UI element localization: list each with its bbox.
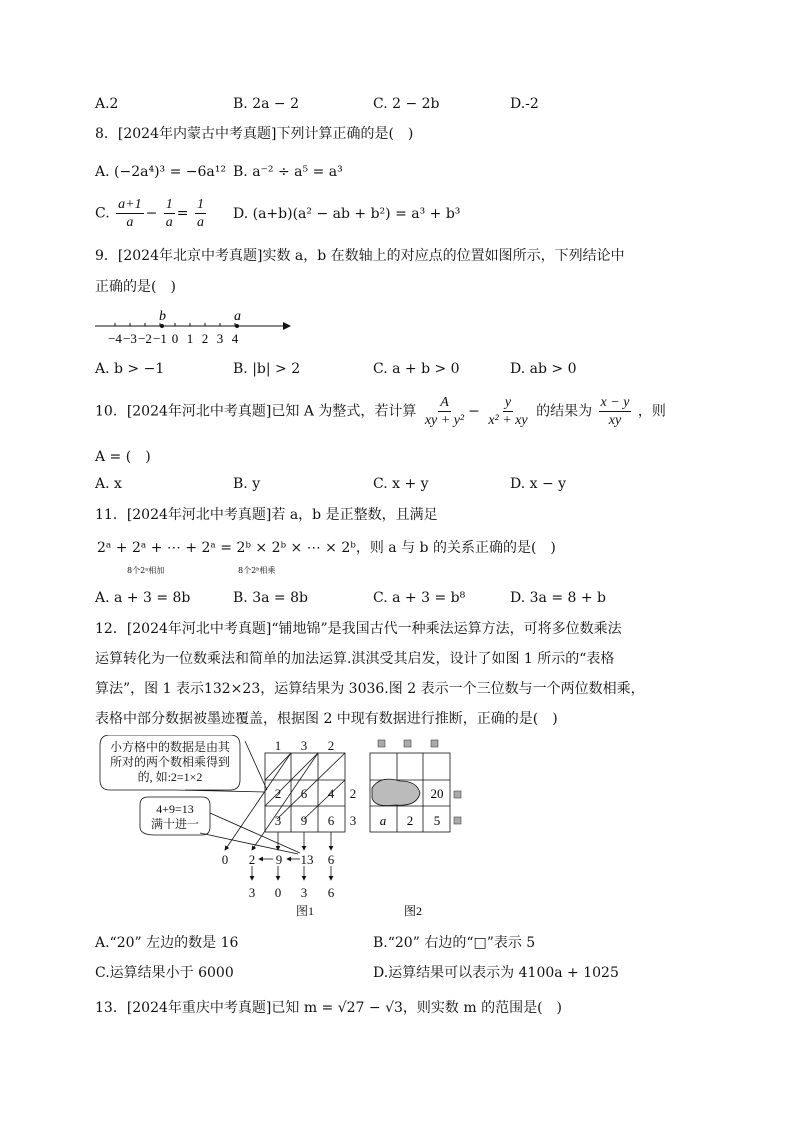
q12-figures <box>95 735 475 920</box>
fig1-sum: 13 <box>300 852 314 867</box>
q9-option-b: B. |b| > 2 <box>233 361 301 377</box>
q9-stem-line1: 9．[2024年北京中考真题]实数 a，b 在数轴上的对应点的位置如图所示，下列结论中 <box>95 248 625 264</box>
fig2-cell: 5 <box>433 813 441 828</box>
q10-stem: 10．[2024年河北中考真题]已知 A 为整式，若计算 $\frac{A}{\text{xy + y²}}$ − $\frac{y}{\text{x² + xy}}$ 的结果为 $\frac{x - y}{xy}$ ，则 <box>95 395 666 428</box>
point-a-label: a <box>234 309 241 324</box>
tick-label: 4 <box>231 331 239 346</box>
q10-stem-mid: 的结果为 <box>536 403 593 420</box>
number-line <box>95 305 300 347</box>
fig1-callout-text: 4+9=13 <box>156 802 194 816</box>
point-b-label: b <box>159 309 166 324</box>
fig1-result-digit: 6 <box>327 885 335 900</box>
fig1-sum: 2 <box>248 852 256 867</box>
denominator: a <box>165 215 173 230</box>
q7-option-b: B. 2a − 2 <box>233 96 299 112</box>
point-b <box>160 324 164 328</box>
q10-stem-post: ，则 <box>637 403 666 420</box>
q8-option-d: D. (a+b)(a² − ab + b²) = a³ + b³ <box>233 206 461 222</box>
q10-option-d: D. x − y <box>510 476 567 492</box>
q7-option-c: C. 2 − 2b <box>373 96 440 112</box>
q12-option-b: B.“20” 右边的“□”表示 5 <box>373 935 536 951</box>
fraction <box>423 394 466 429</box>
fig1-top-digit: 3 <box>300 738 308 753</box>
fig2-caption: 图2 <box>403 904 423 918</box>
fig1-right-digit: 2 <box>349 786 357 801</box>
fig2-cell-a: a <box>379 813 387 828</box>
numerator: A <box>440 395 449 410</box>
denominator: xy + y² <box>424 413 465 428</box>
fraction <box>195 196 206 231</box>
q8-option-a: A. (−2a⁴)³ = −6a¹² <box>95 164 226 180</box>
fig1-sum: 6 <box>327 852 335 867</box>
tick-label: 1 <box>186 331 194 346</box>
tick-label: −3 <box>123 331 137 346</box>
q9-option-c: C. a + b > 0 <box>373 361 460 377</box>
q10-option-c: C. x + y <box>373 476 429 492</box>
q11-formula <box>97 539 556 557</box>
fig1-cell: 4 <box>327 786 335 801</box>
fig1-sum: 0 <box>221 852 229 867</box>
denominator: a <box>196 215 204 230</box>
q12-option-a: A.“20” 左边的数是 16 <box>95 935 239 951</box>
q12-line2: 运算转化为一位数乘法和简单的加法运算.淇淇受其启发，设计了如图 1 所示的“表格 <box>95 651 615 667</box>
q11-option-c: C. a + 3 = b⁸ <box>373 590 466 606</box>
formula: 2ᵃ + 2ᵃ + ⋯ + 2ᵃ = 2ᵇ × 2ᵇ × ⋯ × 2ᵇ <box>97 540 356 556</box>
denominator: a <box>126 215 134 230</box>
q12-line1: 12．[2024年河北中考真题]“铺地锦”是我国古代一种乘法运算方法，可将多位数乘法 <box>95 621 622 637</box>
option-label: C. <box>95 205 110 222</box>
q11-stem-line2: ，则 a 与 b 的关系正确的是( ) <box>355 540 556 556</box>
fig1-cell: 2 <box>274 786 282 801</box>
fig1-top-digit: 1 <box>274 738 282 753</box>
brace-label-sum: 8个2ᵃ相加 <box>127 566 165 575</box>
q13-stem: 13．[2024年重庆中考真题]已知 m = √27 − √3，则实数 m 的范围是( ) <box>95 1000 563 1016</box>
fig2-cell: 2 <box>406 813 414 828</box>
q10-option-b: B. y <box>233 476 261 492</box>
q8-option-b: B. a⁻² ÷ a⁵ = a³ <box>233 164 343 180</box>
q8-stem: 8．[2024年内蒙古中考真题]下列计算正确的是( ) <box>95 126 414 142</box>
fig1-cell: 6 <box>327 813 335 828</box>
q11-stem-line1: 11．[2024年河北中考真题]若 a，b 是正整数，且满足 <box>95 507 438 523</box>
point-a <box>235 324 239 328</box>
fig1-cell: 9 <box>300 813 308 828</box>
brace-label-product: 8个2ᵇ相乘 <box>238 566 276 575</box>
q9-stem-line2: 正确的是( ) <box>95 279 176 295</box>
fig1-cell: 6 <box>300 786 308 801</box>
fig1-callout-text: 小方格中的数据是由其 <box>109 740 231 754</box>
fig1-right-digit: 3 <box>349 813 357 828</box>
q10-stem-line2: A = ( ) <box>95 449 151 465</box>
fig2-cell-20: 20 <box>430 786 444 801</box>
q9-option-a: A. b > −1 <box>95 361 165 377</box>
q12-line3: 算法”，图 1 表示132×23，运算结果为 3036.图 2 表示一个三位数与一个两位数相乘， <box>95 681 645 697</box>
tick-label: −4 <box>108 331 122 346</box>
q11-option-d: D. 3a = 8 + b <box>510 590 607 606</box>
fig1-callout-text: 的, 如:2=1×2 <box>137 770 203 784</box>
q7-option-d: D.-2 <box>510 96 539 112</box>
fig1-sum: 9 <box>275 852 283 867</box>
q12-option-d: D.运算结果可以表示为 4100a + 1025 <box>373 965 619 981</box>
ink-blot <box>372 779 420 806</box>
q12-line4: 表格中部分数据被墨迹覆盖，根据图 2 中现有数据进行推断，正确的是( ) <box>95 711 558 727</box>
fraction <box>116 196 143 231</box>
numerator: y <box>504 395 512 410</box>
fraction <box>164 196 175 231</box>
fig1-cell: 3 <box>274 813 282 828</box>
numerator: 1 <box>196 197 204 212</box>
q7-option-a: A.2 <box>95 96 119 112</box>
q11-option-a: A. a + 3 = 8b <box>95 590 191 606</box>
tick-label: 3 <box>216 331 224 346</box>
numerator: a+1 <box>118 197 142 212</box>
fig1-result-digit: 3 <box>248 885 256 900</box>
tick-label: 0 <box>171 331 179 346</box>
denominator: x² + xy <box>488 413 528 428</box>
fig1-callout-text: 所对的两个数相乘得到 <box>109 755 231 769</box>
tick-label: −1 <box>153 331 167 346</box>
q12-option-c: C.运算结果小于 6000 <box>95 965 234 981</box>
numerator: x − y <box>600 395 630 410</box>
denominator: xy <box>608 413 622 428</box>
numerator: 1 <box>165 197 173 212</box>
fig1-caption: 图1 <box>295 904 315 918</box>
q8-option-c: C. $\frac{a+1}{a}$ − $\frac{1}{a}$ = $\frac{1}{a}$ <box>95 197 204 230</box>
q11-option-b: B. 3a = 8b <box>233 590 308 606</box>
fig1-result-digit: 3 <box>300 885 308 900</box>
tick-label: −2 <box>138 331 152 346</box>
q10-option-a: A. x <box>95 476 122 492</box>
fig1-result-digit: 0 <box>274 885 282 900</box>
fig1-callout-text: 满十进一 <box>150 817 200 831</box>
q9-option-d: D. ab > 0 <box>510 361 577 377</box>
q10-stem-pre: 10．[2024年河北中考真题]已知 A 为整式，若计算 <box>95 403 417 420</box>
tick-label: 2 <box>201 331 209 346</box>
fraction <box>486 394 529 429</box>
fig1-top-digit: 2 <box>327 738 335 753</box>
fraction <box>599 394 632 429</box>
